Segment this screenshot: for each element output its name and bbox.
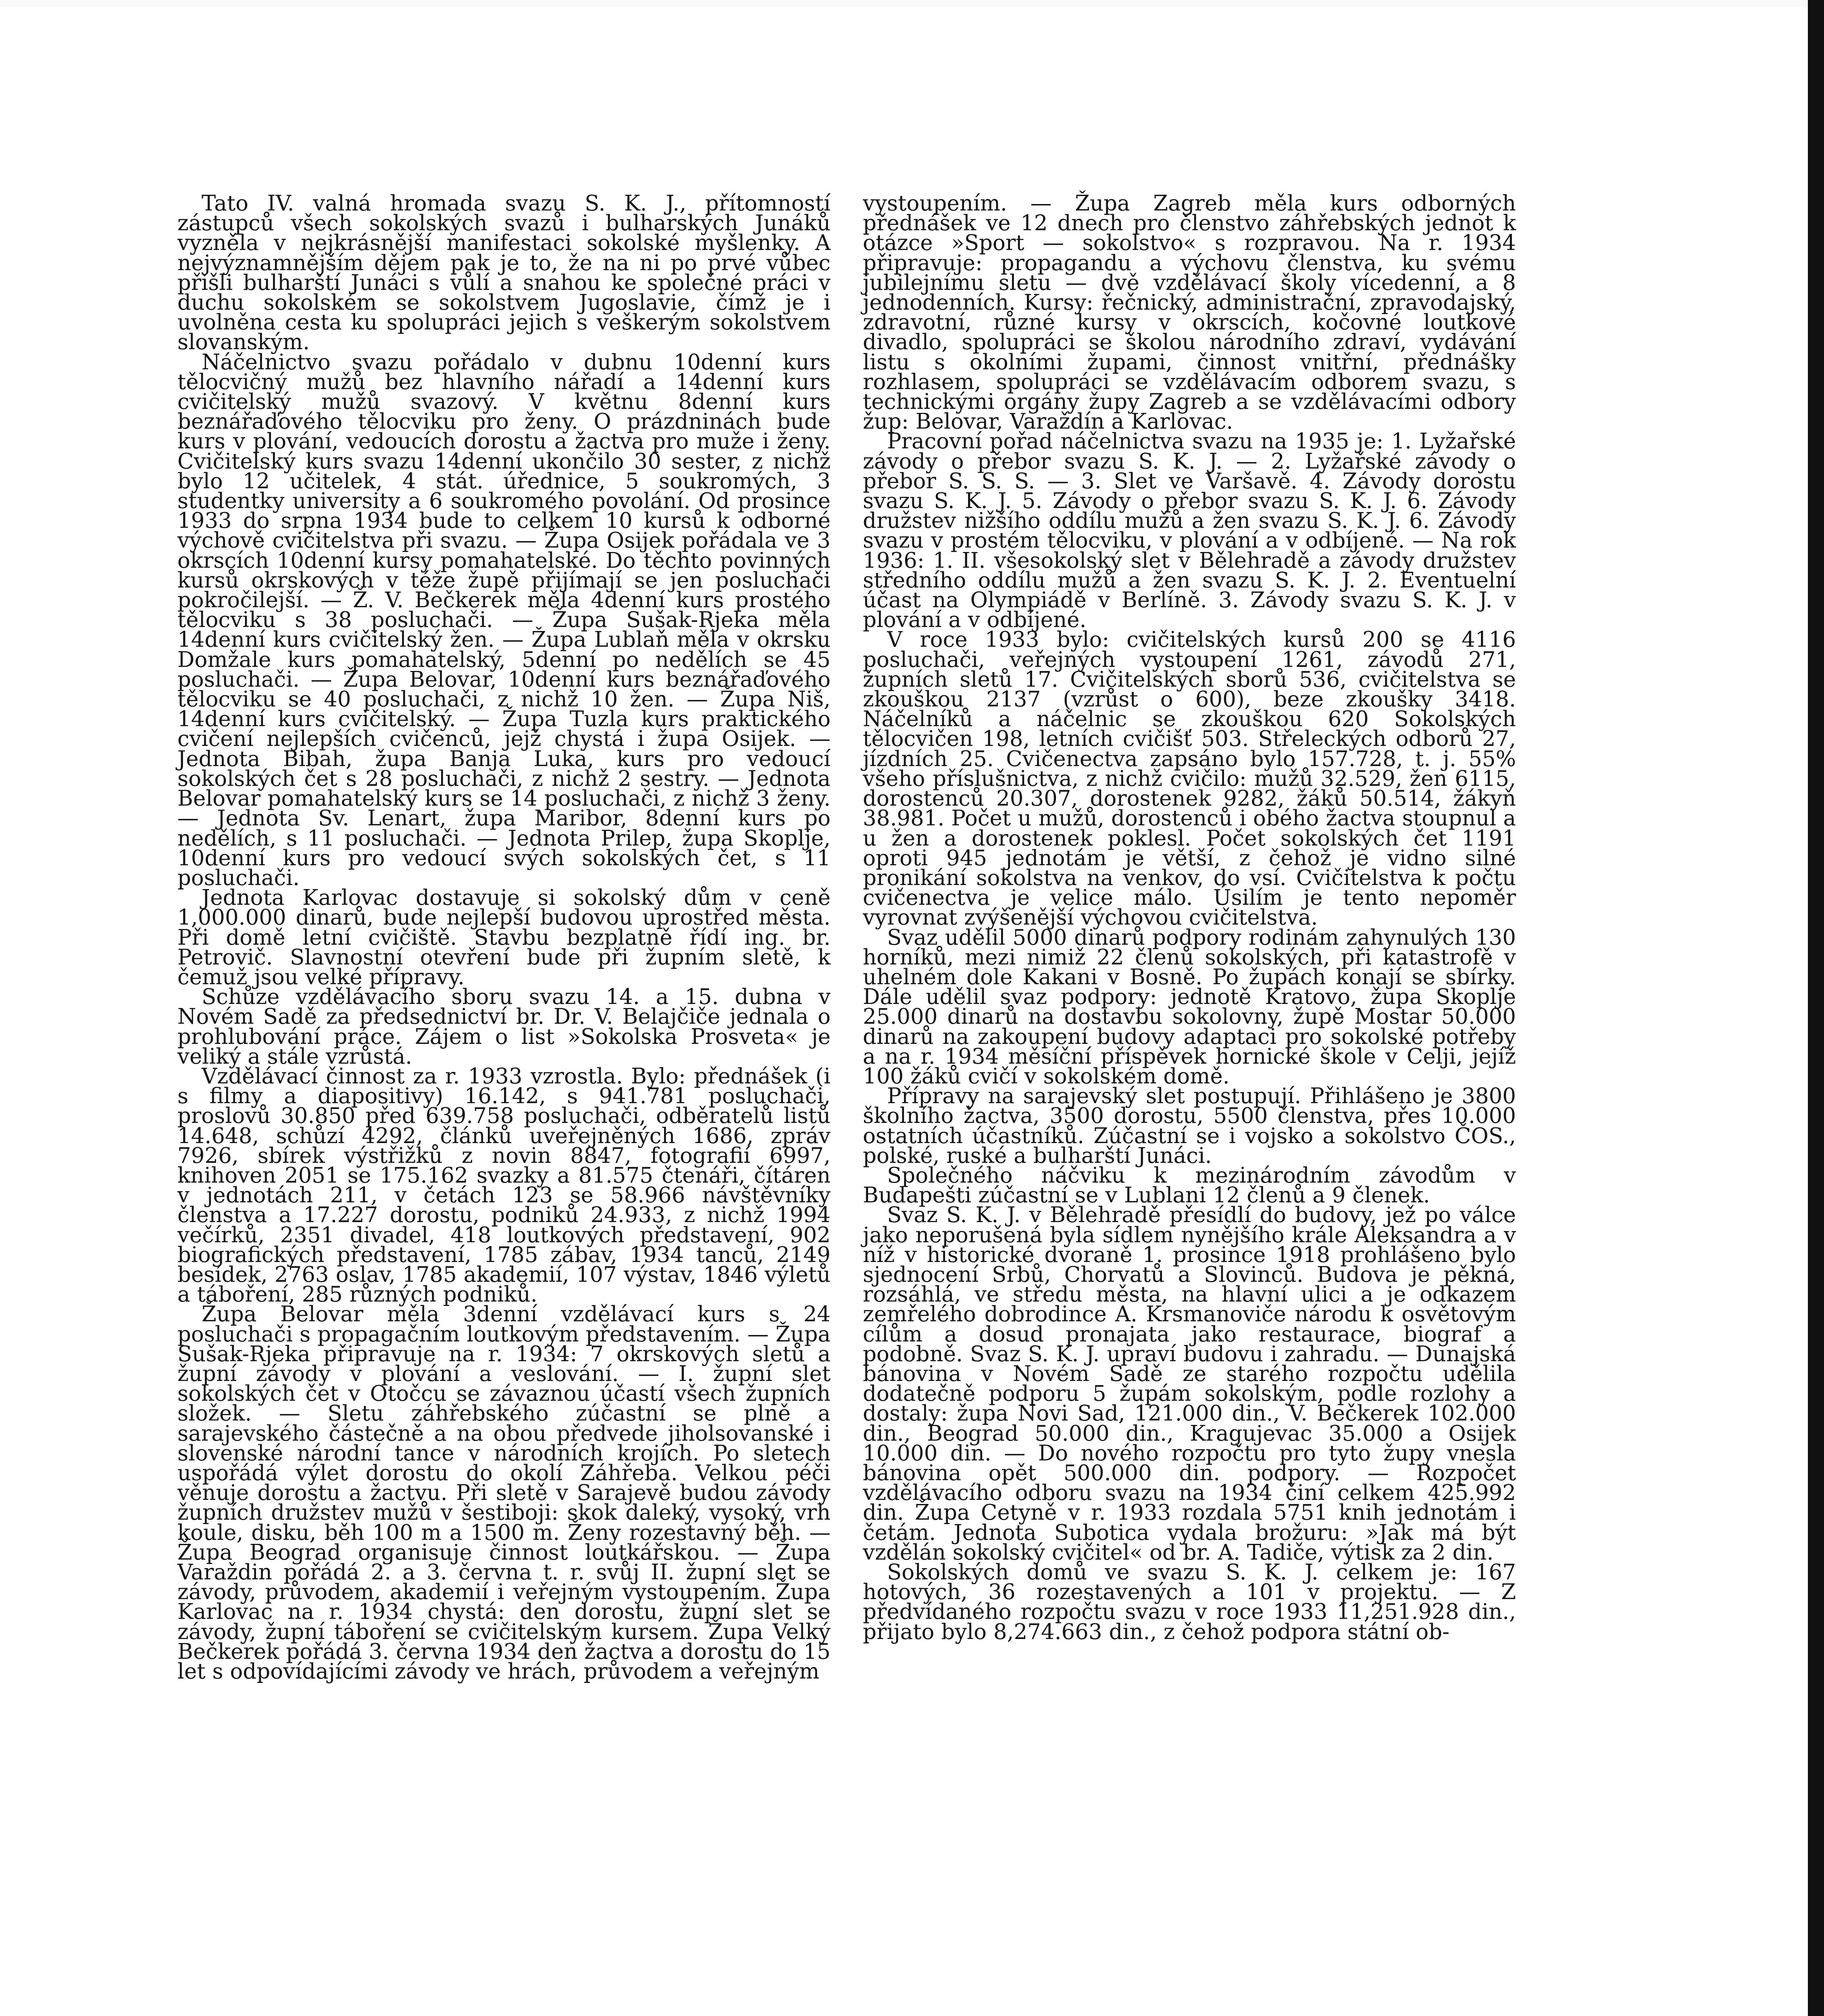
- paragraph: Přípravy na sarajevský slet postupují. Přihlášeno je 3800 školního žactva, 3500 dorostu, 5500 členstva, přes 10.000 ostatních účastníků. Zúčastní se i vojsko a sokolstvo ČOS., polské, ruské a bulharští Junáci.: [863, 1084, 1516, 1168]
- paragraph: Vzdělávací činnost za r. 1933 vzrostla. Bylo: přednášek (i s filmy a diapositivy) 16.142, s 941.781 posluchači, proslovů 30.850 před 639.758 posluchači, odběratelů listů 14.648, schůzí 4292, článků uveřejněných 1686, zpráv 7926, sbírek výstřižků z novin 8847, fotografií 6997, knihoven 2051 se 175.162 svazky a 81.575 čtenáři, čítáren v jednotách 211, v četách 123 se 58.966 návštěvníky členstva a 17.227 dorostu, podniků 24.933, z nichž 1994 večírků, 2351 divadel, 418 loutkových představení, 902 biografických představení, 1785 zábav, 1934 tanců, 2149 besídek, 2763 oslav, 1785 akademií, 107 výstav, 1846 výletů a táboření, 285 různých podniků.: [177, 1064, 831, 1307]
- paragraph: Sokolských domů ve svazu S. K. J. celkem je: 167 hotových, 36 rozestavených a 101 v projektu. — Z předvídaného rozpočtu svazu v roce 1933 11,251.928 din., přijato bylo 8,274.663 din., z čehož podpora státní ob-: [863, 1560, 1516, 1644]
- scan-top-edge: [0, 0, 1824, 7]
- paragraph: V roce 1933 bylo: cvičitelských kursů 200 se 4116 posluchači, veřejných vystoupení 1261, závodů 271, župních sletů 17. Cvičitelských sborů 536, cvičitelstva se zkouškou 2137 (vzrůst o 600), beze zkoušky 3418. Náčelníků a náčelnic se zkouškou 620 Sokolských tělocvičen 198, letních cvičišť 503. Střeleckých odborů 27, jízdních 25. Cvičenectva zapsáno bylo 157.728, t. j. 55% všeho příslušnictva, z nichž cvičilo: mužů 32.529, žen 6115, dorostenců 20.307, dorostenek 9282, žáků 50.514, žákyň 38.981. Počet u mužů, dorostenců i obého žactva stoupnul a u žen a dorostenek poklesl. Počet sokolských čet 1191 oproti 945 jednotám je větší, z čehož je vidno silné pronikání sokolstva na venkov, do vsí. Cvičitelstva k počtu cvičenectva je velice málo. Úsilím je tento nepoměr vyrovnat zvýšenější výchovou cvičitelstva.: [863, 627, 1516, 930]
- paragraph: Svaz udělil 5000 dinarů podpory rodinám zahynulých 130 horníků, mezi nimiž 22 členů sokolských, při katastrofě v uhelném dole Kakani v Bosně. Po župách konají se sbírky. Dále udělil svaz podpory: jednotě Kratovo, župa Skoplje 25.000 dinarů na dostavbu sokolovny, župě Mostar 50.000 dinarů na zakoupení budovy adaptaci pro sokolské potřeby a na r. 1934 měsíční příspěvek hornické škole v Celji, jejíž 100 žáků cvičí v sokolském domě.: [863, 925, 1516, 1089]
- paragraph: Tato IV. valná hromada svazu S. K. J., přítomností zástupců všech sokolských svazů i bulharských Junáků vyzněla v nejkrásnější manifestaci sokolské myšlenky. A nejvýznamnějším dějem pak je to, že na ni po prvé vůbec přišli bulharští Junáci s vůlí a snahou ke společné práci v duchu sokolském se sokolstvem Jugoslavie, čímž je i uvolněna cesta ku spolupráci jejich s veškerým sokolstvem slovanským.: [177, 191, 831, 355]
- right-column: [863, 191, 1516, 1644]
- paragraph-continuation: vystoupením. — Župa Zagreb měla kurs odborných přednášek ve 12 dnech pro členstvo záhřebských jednot k otázce »Sport — sokolstvo« s rozpravou. Na r. 1934 připravuje: propagandu a výchovu členstva, ku svému jubilejnímu sletu — dvě vzdělávací školy vícedenní, a 8 jednodenních. Kursy: řečnický, administrační, zpravodajský, zdravotní, různé kursy v okrscích, kočovné loutkové divadlo, spolupráci se školou národního zdraví, vydávání listu s okolními župami, činnost vnitřní, přednášky rozhlasem, spolupráci se vzdělávacím odborem svazu, s technickými orgány župy Zagreb a se vzdělávacími odbory žup: Belovar, Varaždín a Karlovac.: [863, 191, 1516, 434]
- paragraph: Svaz S. K. J. v Bělehradě přesídlí do budovy, jež po válce jako neporušená byla sídlem nynějšího krále Aleksandra a v níž v historické dvoraně 1. prosince 1918 prohlášeno bylo sjednocení Srbů, Chorvatů a Slovinců. Budova je pěkná, rozsáhlá, ve středu města, na hlavní ulici a je odkazem zemřelého dobrodince A. Krsmanoviče národu k osvětovým cílům a dosud pronajata jako restaurace, biograf a podobně. Svaz S. K. J. upraví budovu i zahradu. — Dunajská bánovina v Novém Sadě ze starého rozpočtu udělila dodatečně podporu 5 župám sokolským, podle rozlohy a dostaly: župa Novi Sad, 121.000 din., V. Bečkerek 102.000 din., Beograd 50.000 din., Kragujevac 35.000 a Osijek 10.000 din. — Do nového rozpočtu pro tyto župy vnesla bánovina opět 500.000 din. podpory. — Rozpočet vzdělávacího odboru svazu na 1934 činí celkem 425.992 din. Župa Cetyně v r. 1933 rozdala 5751 knih jednotám i četám. Jednota Subotica vydala brožuru: »Jak má být vzdělán sokolský cvičitel« od br. A. Tadiče, výtisk za 2 din.: [863, 1203, 1516, 1565]
- paragraph: Pracovní pořad náčelnictva svazu na 1935 je: 1. Lyžařské závody o přebor svazu S. K. J. — 2. Lyžařské závody o přebor S. S. S. — 3. Slet ve Varšavě. 4. Závody dorostu svazu S. K. J. 5. Závody o přebor svazu S. K. J. 6. Závody družstev nižšího oddílu mužů a žen svazu S. K. J. 6. Závody svazu v prostém tělocviku, v plování a v odbíjené. — Na rok 1936: 1. II. všesokolský slet v Bělehradě a závody družstev středního oddílu mužů a žen svazu S. K. J. 2. Eventuelní účast na Olympiádě v Berlíně. 3. Závody svazu S. K. J. v plování a v odbíjené.: [863, 429, 1516, 633]
- paragraph: Župa Belovar měla 3denní vzdělávací kurs s 24 posluchači s propagačním loutkovým představením. — Župa Sušak-Rjeka připravuje na r. 1934: 7 okrskových sletů a župní závody v plování a veslování. — I. župní slet sokolských čet v Otočcu se závaznou účastí všech župních složek. — Sletu záhřebského zúčastní se plně a sarajevského částečně a na obou předvede jiholsovanské i slovenské národní tance v národních krojích. Po sletech uspořádá výlet dorostu do okolí Záhřeba. Velkou péči věnuje dorostu a žactvu. Při sletě v Sarajevě budou závody župních družstev mužů v šestiboji: skok daleký, vysoký, vrh koule, disku, běh 100 m a 1500 m. Ženy rozestavný běh. — Župa Beograd organisuje činnost loutkářskou. — Župa Varaždin pořádá 2. a 3. června t. r. svůj II. župní slet se závody, průvodem, akademií i veřejným vystoupením. Župa Karlovac na r. 1934 chystá: den dorostu, župní slet se závody, župní táboření se cvičitelským kursem. Župa Velký Bečkerek pořádá 3. června 1934 den žactva a dorostu do 15 let s odpovídajícími závody ve hrách, průvodem a veřejným: [177, 1302, 831, 1684]
- paragraph: Schůze vzdělávacího sboru svazu 14. a 15. dubna v Novém Sadě za předsednictví br. Dr. V. Belajčiče jednala o prohlubování práce. Zájem o list »Sokolska Prosveta« je veliký a stále vzrůstá.: [177, 985, 831, 1069]
- paragraph: Společného náčviku k mezinárodním závodům v Budapešti zúčastní se v Lublani 12 členů a 9 členek.: [863, 1163, 1516, 1208]
- left-column: [177, 191, 831, 1684]
- paragraph: Jednota Karlovac dostavuje si sokolský dům v ceně 1,000.000 dinarů, bude nejlepší budovou uprostřed města. Při domě letní cvičiště. Stavbu bezplatně řídí ing. br. Petrovič. Slavnostní otevření bude při župním sletě, k čemuž jsou velké přípravy.: [177, 885, 831, 989]
- scan-border: [1808, 0, 1824, 2016]
- paragraph: Náčelnictvo svazu pořádalo v dubnu 10denní kurs tělocvičný mužů bez hlavního nářadí a 14denní kurs cvičitelský mužů svazový. V květnu 8denní kurs beznářaďového tělocviku pro ženy. O prázdninách bude kurs v plování, vedoucích dorostu a žactva pro muže i ženy. Cvičitelský kurs svazu 14denní ukončilo 30 sester, z nichž bylo 12 učitelek, 4 stát. úřednice, 5 soukromých, 3 studentky university a 6 soukromého povolání. Od prosince 1933 do srpna 1934 bude to celkem 10 kursů k odborné výchově cvičitelstva při svazu. — Župa Osijek pořádala ve 3 okrscích 10denní kursy pomahatelské. Do těchto povinných kursů okrskových v téže župě přijímají se jen posluchači pokročilejší. — Ž. V. Bečkerek měla 4denní kurs prostého tělocviku s 38 posluchači. — Župa Sušak-Rjeka měla 14denní kurs cvičitelský žen. — Župa Lublaň měla v okrsku Domžale kurs pomahatelský, 5denní po nedělích se 45 posluchači. — Župa Belovar, 10denní kurs beznářaďového tělocviku se 40 posluchači, z nichž 10 žen. — Župa Niš, 14denní kurs cvičitelský. — Župa Tuzla kurs praktického cvičení nejlepších cvičenců, jejž chystá i župa Osijek. — Jednota Bibah, župa Banja Luka, kurs pro vedoucí sokolských čet s 28 posluchači, z nichž 2 sestry. — Jednota Belovar pomahatelský kurs se 14 posluchači, z nichž 3 ženy. — Jednota Sv. Lenart, župa Maribor, 8denní kurs po nedělích, s 11 posluchači. — Jednota Prilep, župa Skoplje, 10denní kurs pro vedoucí svých sokolských čet, s 11 posluchači.: [177, 350, 831, 890]
